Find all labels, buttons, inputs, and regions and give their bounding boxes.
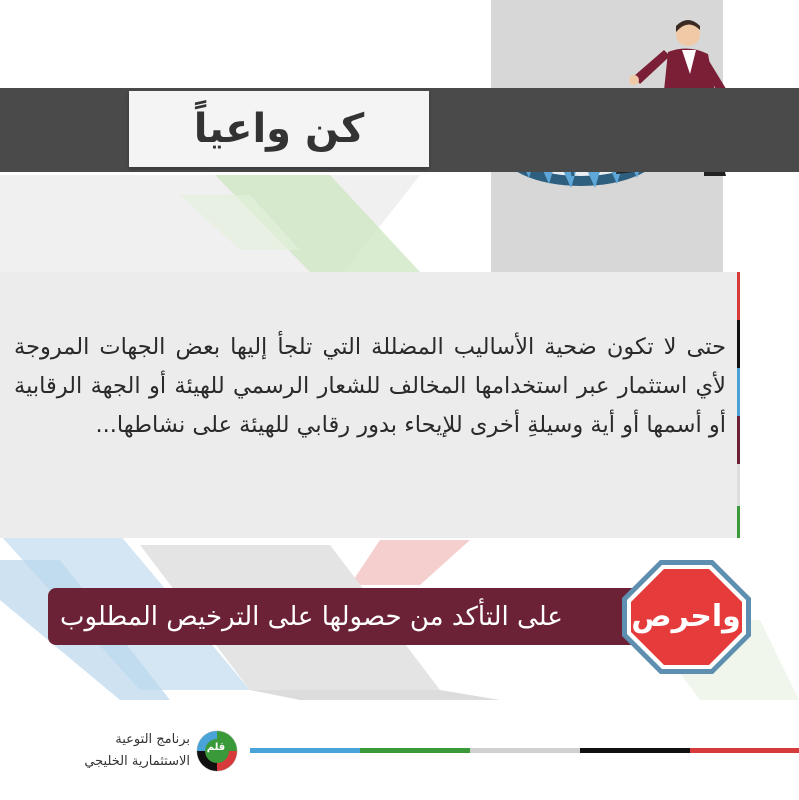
title-box [129,91,429,167]
page-title: كن واعياً [193,106,365,152]
footer-color-line [250,748,799,753]
accent-stripe-blue [737,368,740,416]
notice-badge-label: واحرص [631,598,741,634]
accent-stripe-green [737,506,740,538]
accent-stripe-red [737,272,740,320]
notice-text: على التأكد من حصولها على الترخيص المطلوب [60,602,563,632]
body-paragraph: حتى لا تكون ضحية الأساليب المضللة التي تلجأ إليها بعض الجهات المروجة لأي استثمار عبر استخدامها المخالف للشعار الرسمي للهيئة أو الجهة الرقابية أو أسمها أو أية وسيلةِ أخرى للإيحاء بدور رقابي للهيئة على نشاطها... [14,334,726,438]
accent-stripe-black [737,320,740,368]
footer-program-line2: الاستثمارية الخليجي [84,754,190,769]
footer-program-line1: برنامج التوعية [115,732,190,747]
accent-stripe-gray [737,464,740,506]
logo-text: قلم [206,742,226,753]
accent-stripe-maroon [737,416,740,464]
